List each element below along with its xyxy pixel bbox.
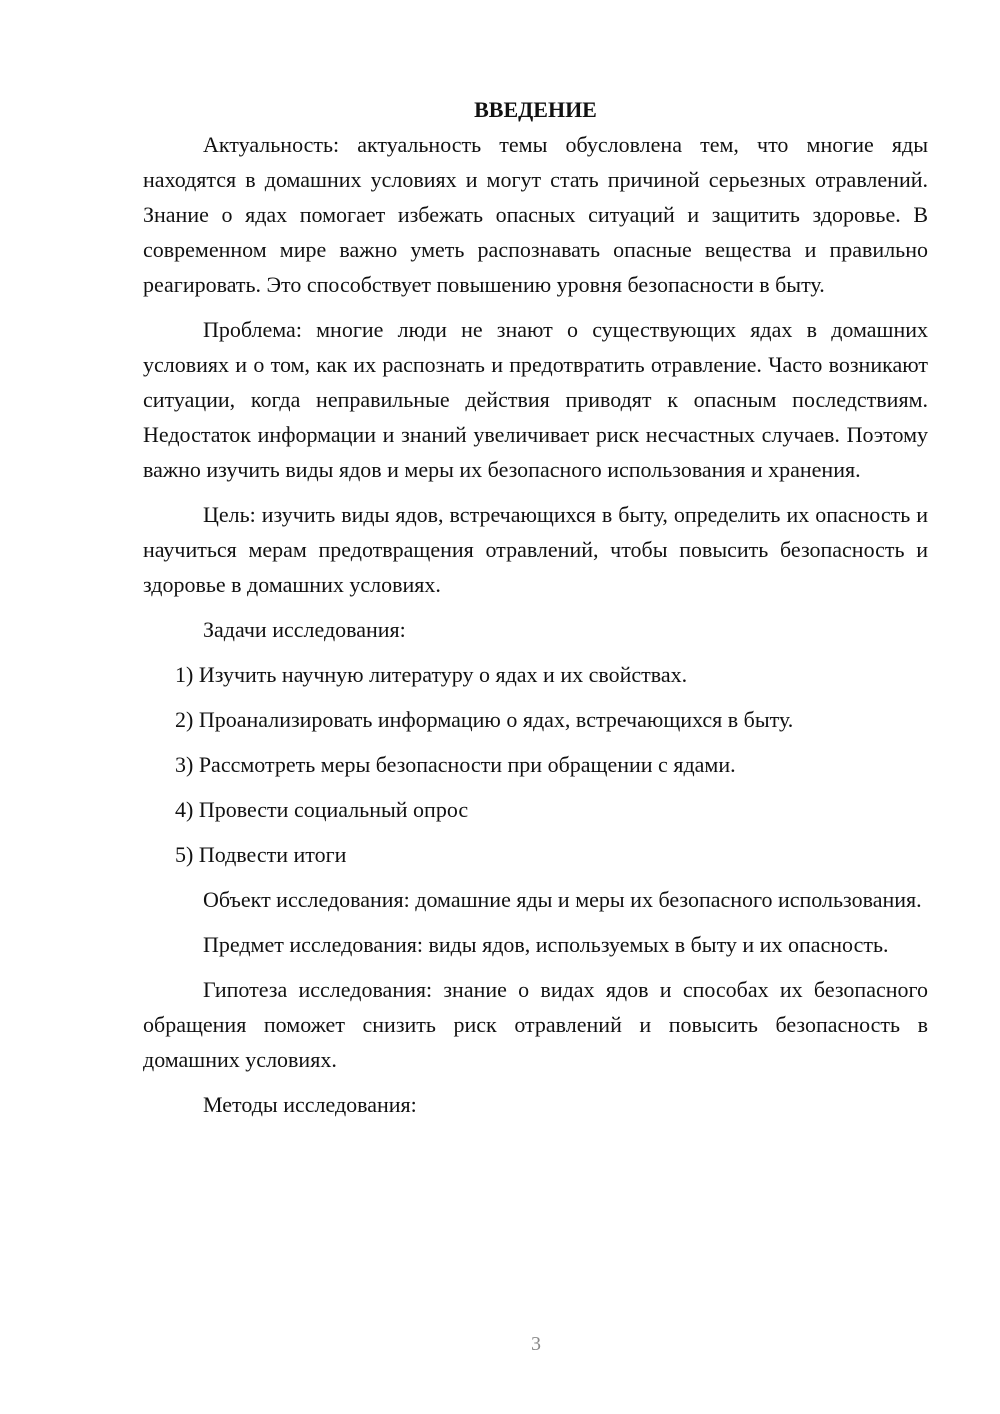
section-heading: ВВЕДЕНИЕ (474, 97, 597, 122)
hypothesis-paragraph: Гипотеза исследования: знание о видах ядов и способах их безопасного обращения поможет снизить риск отравлений и повысить безопасность в домашних условиях. (143, 977, 928, 1072)
page-content (143, 92, 928, 1132)
task-item-3: 3) Рассмотреть меры безопасности при обращении с ядами. (175, 752, 736, 777)
goal-paragraph: Цель: изучить виды ядов, встречающихся в быту, определить их опасность и научиться мерам предотвращения отравлений, чтобы повысить безопасность и здоровье в домашних условиях. (143, 502, 928, 597)
tasks-label: Задачи исследования: (203, 617, 406, 642)
problem-paragraph: Проблема: многие люди не знают о существующих ядах в домашних условиях и о том, как их распознать и предотвратить отравление. Часто возникают ситуации, когда неправильные действия приводят к опасным последствиям. Недостаток информации и знаний увеличивает риск несчастных случаев. Поэтому важно изучить виды ядов и меры их безопасного использования и хранения. (143, 317, 928, 482)
page-number: 3 (531, 1333, 541, 1355)
task-item-1: 1) Изучить научную литературу о ядах и их свойствах. (175, 662, 688, 687)
task-item-5: 5) Подвести итоги (175, 842, 347, 867)
subject-paragraph: Предмет исследования: виды ядов, используемых в быту и их опасность. (203, 932, 889, 957)
object-paragraph: Объект исследования: домашние яды и меры их безопасного использования. (203, 887, 922, 912)
task-item-4: 4) Провести социальный опрос (175, 797, 469, 822)
task-item-2: 2) Проанализировать информацию о ядах, встречающихся в быту. (175, 707, 794, 732)
methods-label: Методы исследования: (203, 1092, 417, 1117)
relevance-paragraph: Актуальность: актуальность темы обусловлена тем, что многие яды находятся в домашних условиях и могут стать причиной серьезных отравлений. Знание о ядах помогает избежать опасных ситуаций и защитить здоровье. В современном мире важно уметь распознавать опасные вещества и правильно реагировать. Это способствует повышению уровня безопасности в быту. (143, 132, 928, 297)
tasks-list (143, 657, 928, 872)
